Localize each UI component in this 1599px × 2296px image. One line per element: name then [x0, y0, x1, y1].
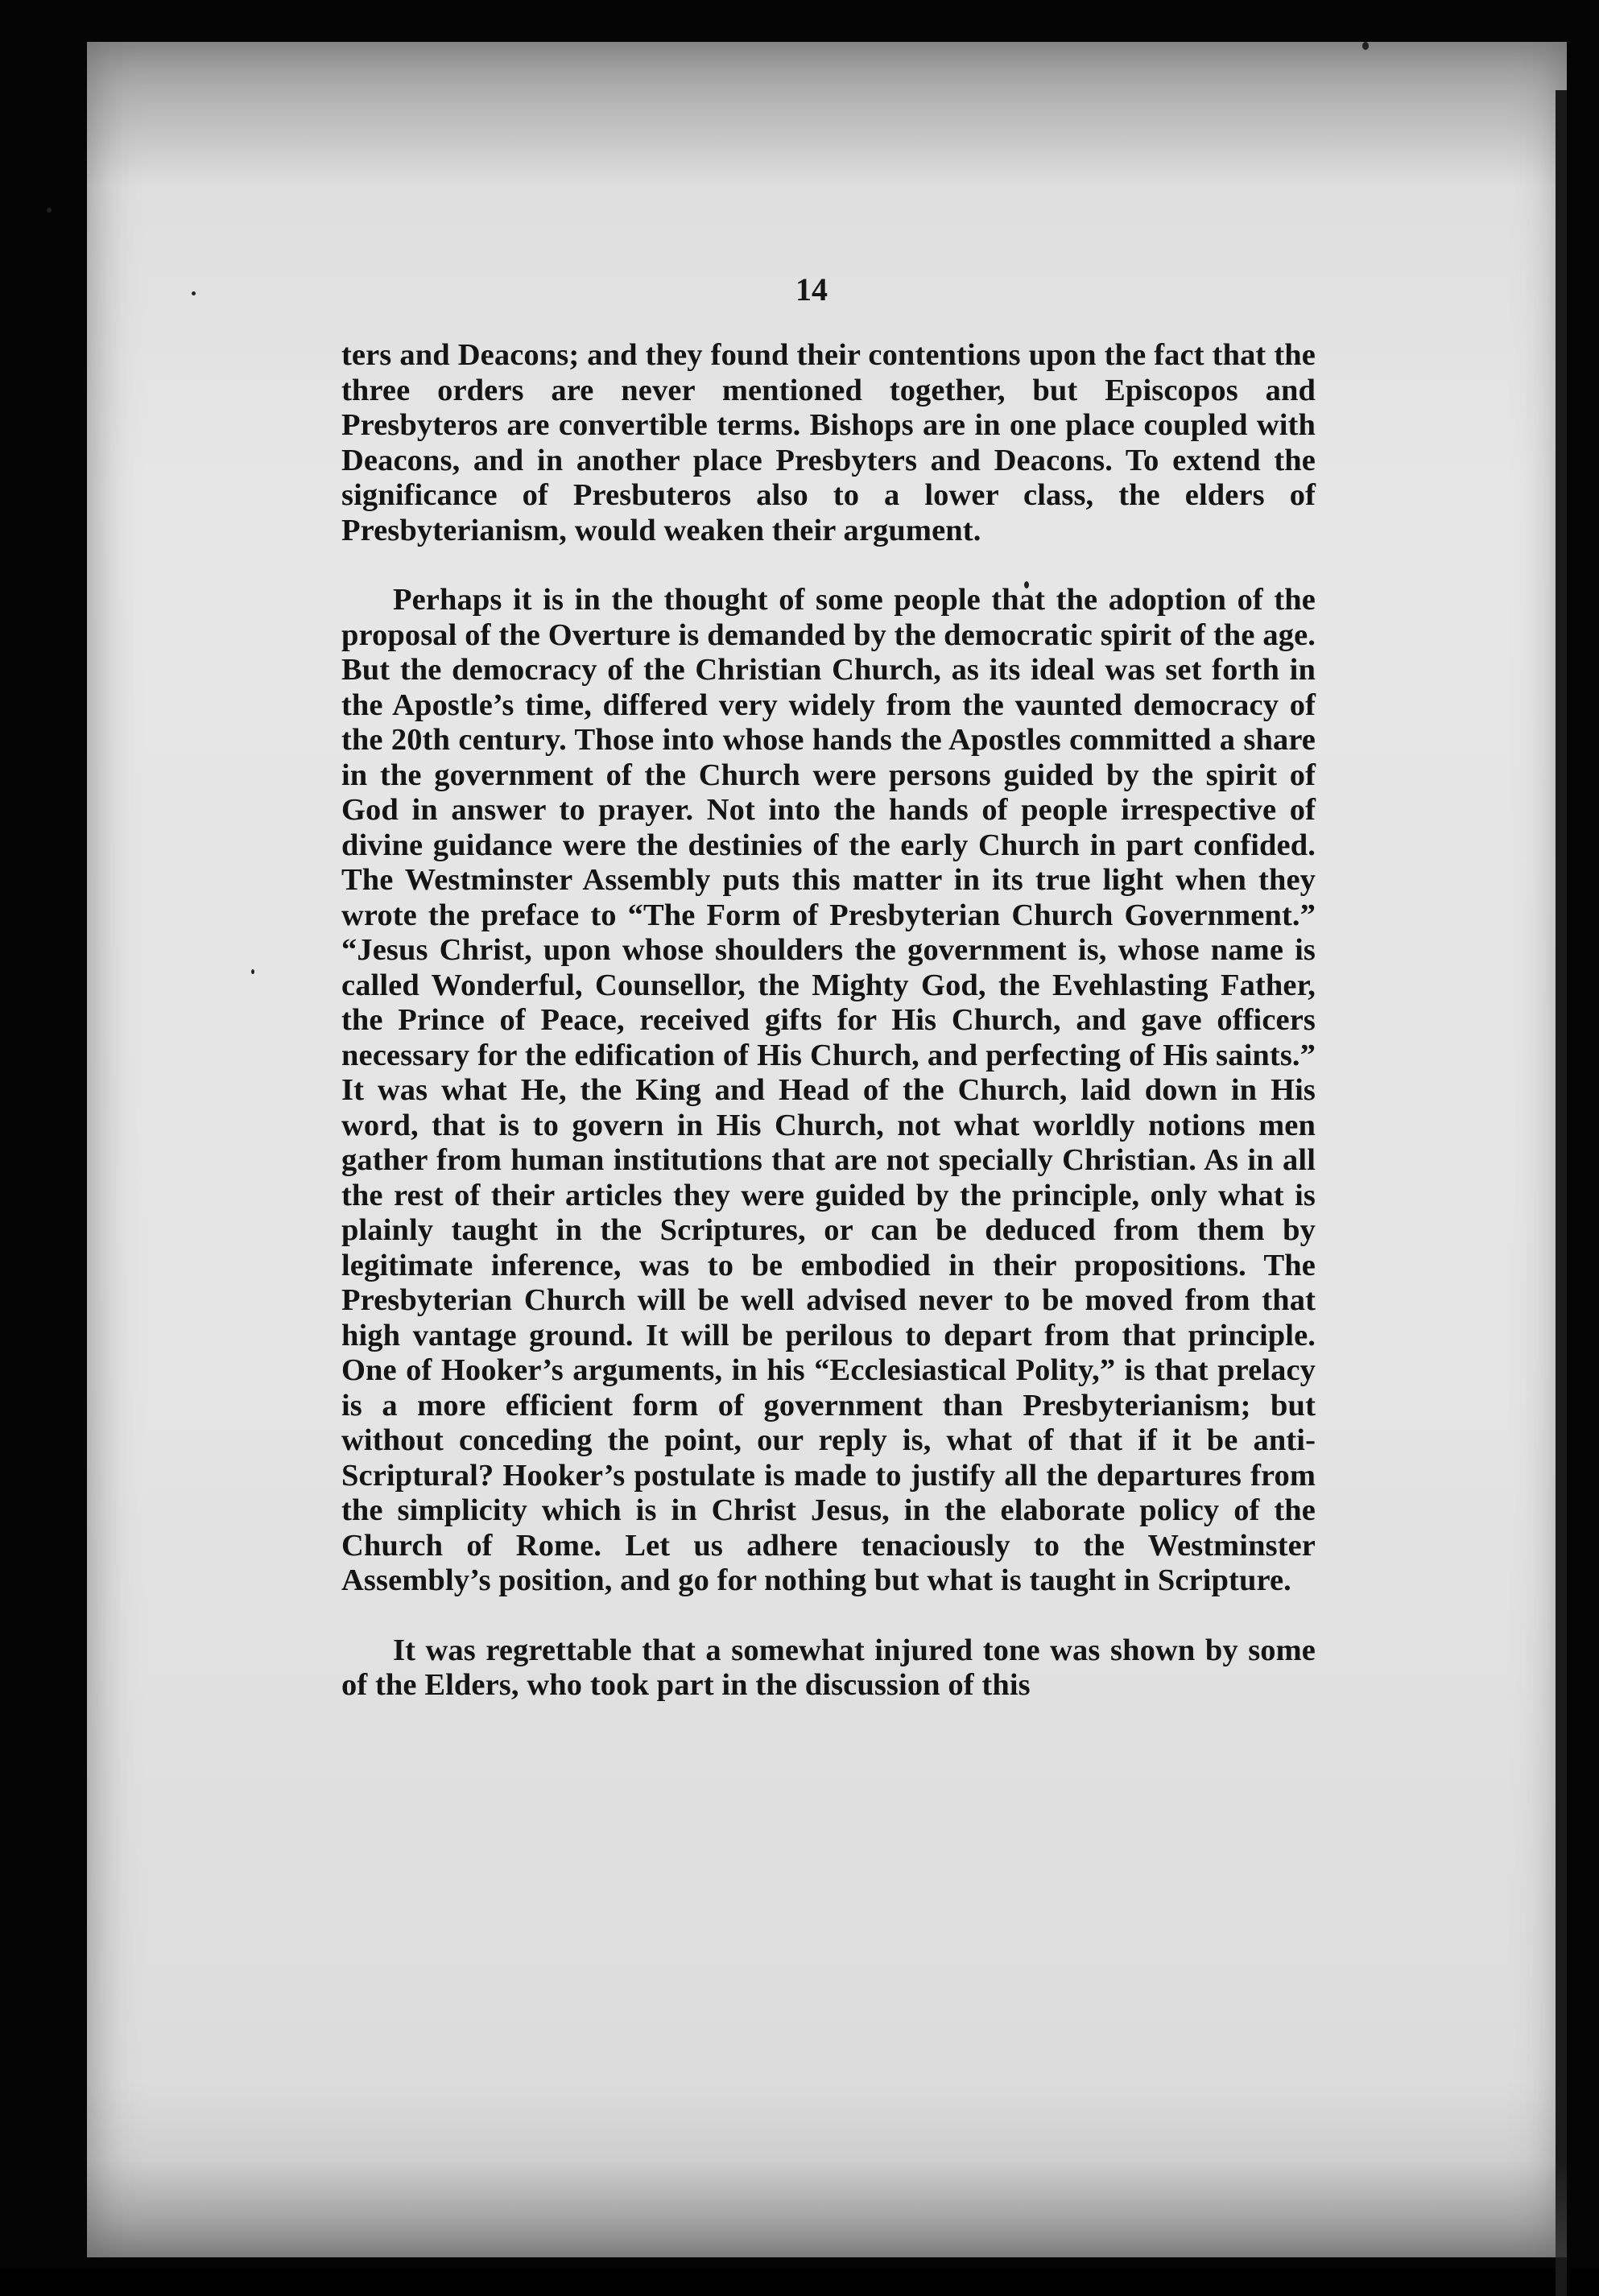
scan-speck: [251, 969, 254, 974]
page-number: 14: [795, 271, 828, 308]
scan-speck: [192, 291, 196, 295]
scan-speck: [1362, 42, 1369, 50]
paragraph-3: It was regrettable that a somewhat injured tone was shown by some of the Elders, who took part in the discussion of this: [341, 1633, 1316, 1702]
paragraph-2: Perhaps it is in the thought of some people that the adoption of the proposal of the Overture is demanded by the democratic spirit of the age. But the democracy of the Christian Church, as its ideal was set forth in the Apostle’s time, differed very widely from the vaunted democracy of the 20th century. Those into whose hands the Apostles committed a share in the government of the Church were persons guided by the spirit of God in answer to prayer. Not into the hands of people irrespective of divine guidance were the destinies of the early Church in part confided. The Westminster Assembly puts this matter in its true light when they wrote the preface to “The Form of Presbyterian Church Government.” “Jesus Christ, upon whose shoulders the government is, whose name is called Wonderful, Counsellor, the Mighty God, the Evehlasting Father, the Prince of Peace, received gifts for His Church, and gave officers necessary for the edification of His Church, and perfecting of His saints.” It was what He, the King and Head of the Church, laid down in His word, that is to govern in His Church, not what worldly notions men gather from human institutions that are not specially Christian. As in all the rest of their articles they were guided by the principle, only what is plainly taught in the Scriptures, or can be deduced from them by legitimate inference, was to be embodied in their propositions. The Presbyterian Church will be well advised never to be moved from that high vantage ground. It will be perilous to depart from that principle. One of Hooker’s arguments, in his “Ecclesiastical Polity,” is that prelacy is a more efficient form of government than Presbyterianism; but without conceding the point, our reply is, what of that if it be anti-Scriptural? Hooker’s postulate is made to justify all the departures from the simplicity which is in Christ Jesus, in the elaborate policy of the Church of Rome. Let us adhere tenaciously to the Westminster Assembly’s position, and go for nothing but what is taught in Scripture.: [341, 583, 1316, 1597]
page-edge-shadow: [1556, 90, 1567, 2296]
body-text: [341, 338, 1316, 1703]
scan-speck: [47, 208, 52, 213]
paragraph-1: ters and Deacons; and they found their contentions upon the fact that the three orders are never mentioned together, but Episcopos and Presbyteros are convertible terms. Bishops are in one place coupled with Deacons, and in another place Presbyters and Deacons. To extend the significance of Presbuteros also to a lower class, the elders of Presbyterianism, would weaken their argument.: [341, 338, 1316, 547]
